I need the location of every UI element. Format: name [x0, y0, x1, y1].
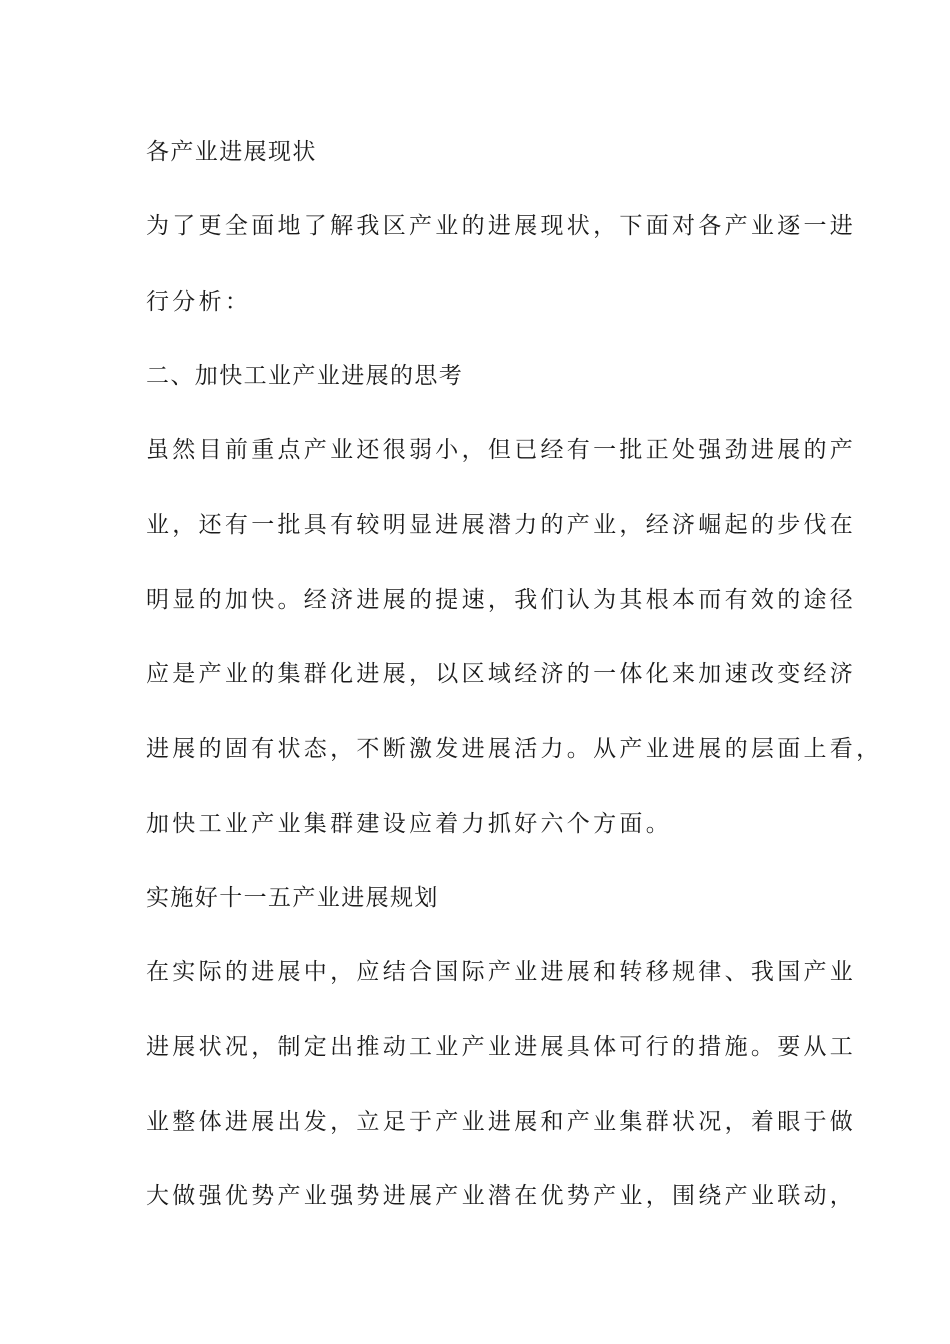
section-heading-industry-status: 各产业进展现状 [146, 139, 317, 165]
paragraph-line: 虽然目前重点产业还很弱小，但已经有一批正处强劲进展的产 [146, 437, 857, 463]
paragraph-line: 为了更全面地了解我区产业的进展现状，下面对各产业逐一进 [146, 213, 857, 239]
paragraph-line: 加快工业产业集群建设应着力抓好六个方面。 [146, 811, 672, 837]
paragraph-line: 行分析： [146, 289, 252, 315]
paragraph-line: 明显的加快。经济进展的提速，我们认为其根本而有效的途径 [146, 587, 857, 613]
paragraph-line: 进展状况，制定出推动工业产业进展具体可行的措施。要从工 [146, 1034, 857, 1060]
section-heading-plan: 实施好十一五产业进展规划 [146, 885, 439, 911]
paragraph-line: 业，还有一批具有较明显进展潜力的产业，经济崛起的步伐在 [146, 512, 857, 538]
paragraph-line: 进展的固有状态，不断激发进展活力。从产业进展的层面上看， [146, 736, 883, 762]
paragraph-line: 应是产业的集群化进展，以区域经济的一体化来加速改变经济 [146, 661, 857, 687]
paragraph-line: 大做强优势产业强势进展产业潜在优势产业，围绕产业联动， [146, 1183, 857, 1209]
section-heading-industrial-development: 二、加快工业产业进展的思考 [146, 363, 464, 389]
paragraph-line: 业整体进展出发，立足于产业进展和产业集群状况，着眼于做 [146, 1109, 857, 1135]
paragraph-line: 在实际的进展中，应结合国际产业进展和转移规律、我国产业 [146, 959, 857, 985]
